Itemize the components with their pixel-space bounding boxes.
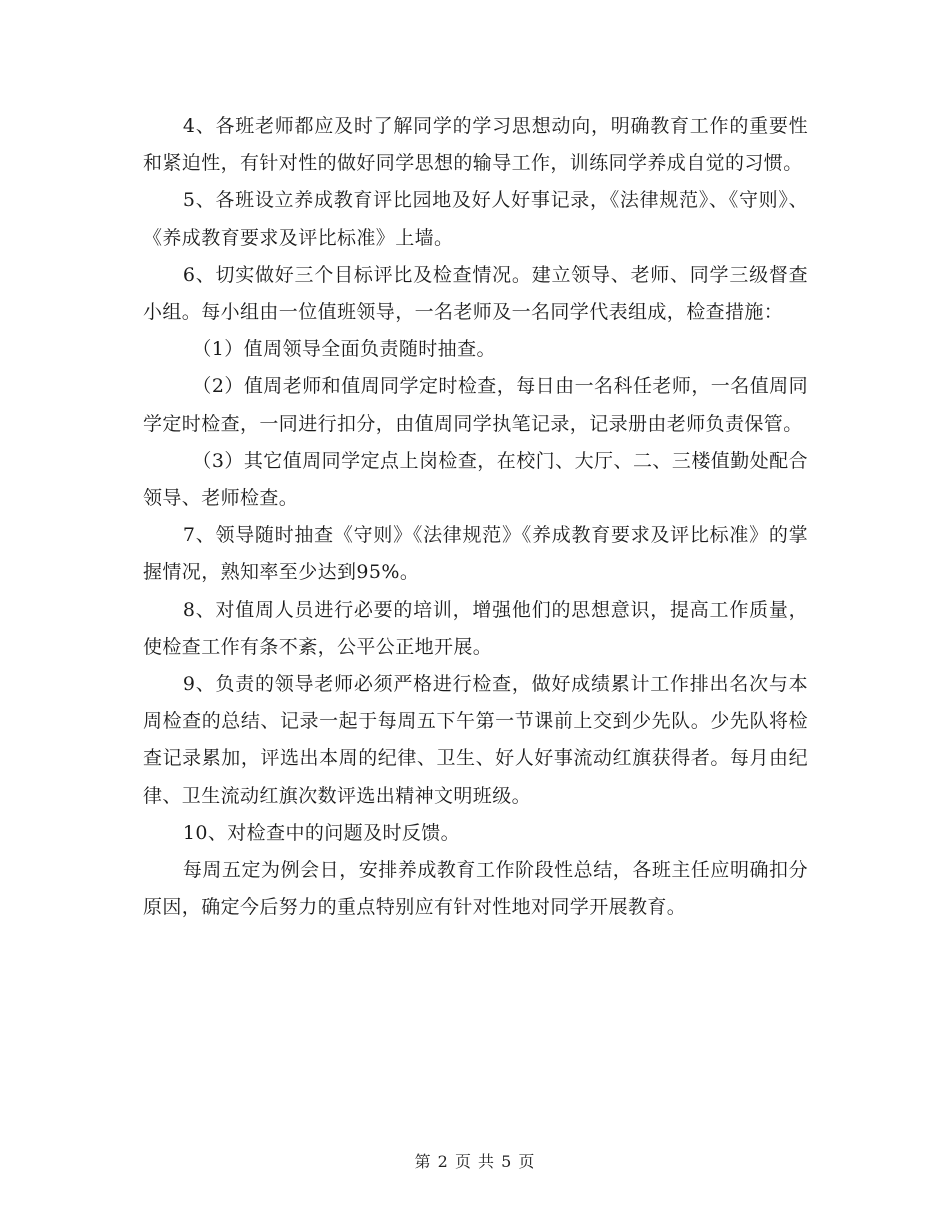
document-body [143,108,808,926]
page-number-footer: 第 2 页 共 5 页 [414,1152,536,1171]
paragraph-item-8: 8、对值周人员进行必要的培训，增强他们的思想意识，提高工作质量，使检查工作有条不紊，公平公正地开展。 [143,598,808,658]
paragraph-item-10: 10、对检查中的问题及时反馈。 [182,821,461,844]
paragraph-item-6: 6、切实做好三个目标评比及检查情况。建立领导、老师、同学三级督查小组。每小组由一位值班领导，一名老师及一名同学代表组成，检查措施： [143,263,808,324]
paragraph-item-7: 7、领导随时抽查《守则》《法律规范》《养成教育要求及评比标准》的掌握情况，熟知率至少达到95%。 [143,524,808,584]
paragraph-subitem-1: （1）值周领导全面负责随时抽查。 [192,338,496,361]
paragraph-item-9: 9、负责的领导老师必须严格进行检查，做好成绩累计工作排出名次与本周检查的总结、记录一起于每周五下午第一节课前上交到少先队。少先队将检查记录累加，评选出本周的纪律、卫生、好人好事流动红旗获得者。每月由纪律、卫生流动红旗次数评选出精神文明班级。 [143,673,808,807]
paragraph-summary: 每周五定为例会日，安排养成教育工作阶段性总结，各班主任应明确扣分原因，确定今后努力的重点特别应有针对性地对同学开展教育。 [143,859,808,919]
paragraph-item-4: 4、各班老师都应及时了解同学的学习思想动向，明确教育工作的重要性和紧迫性，有针对性的做好同学思想的输导工作，训练同学养成自觉的习惯。 [143,115,808,175]
paragraph-subitem-2: （2）值周老师和值周同学定时检查，每日由一名科任老师，一名值周同学定时检查，一同进行扣分，由值周同学执笔记录，记录册由老师负责保管。 [143,375,808,435]
paragraph-item-5: 5、各班设立养成教育评比园地及好人好事记录，《法律规范》、《守则》、《养成教育要求及评比标准》上墙。 [143,189,808,249]
paragraph-subitem-3: （3）其它值周同学定点上岗检查，在校门、大厅、二、三楼值勤处配合领导、老师检查。 [143,449,808,510]
